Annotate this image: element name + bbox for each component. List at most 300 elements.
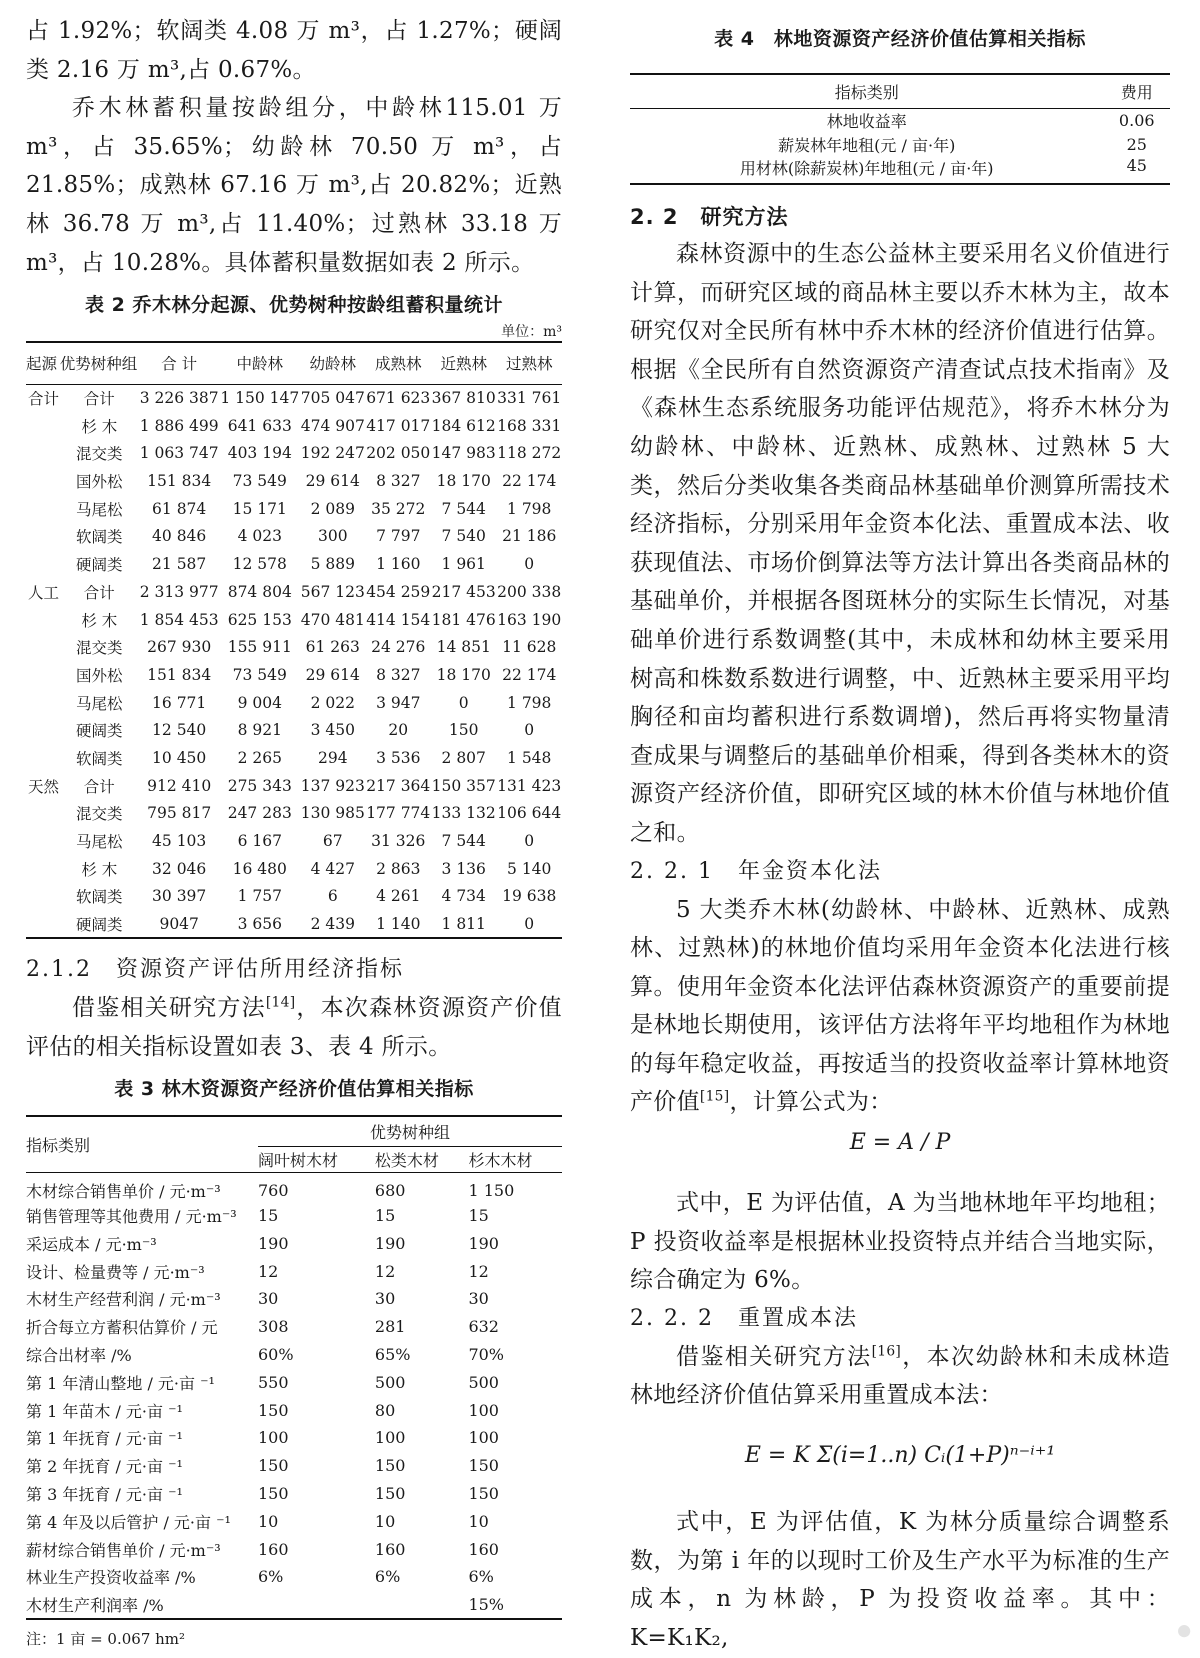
table-row [26, 1424, 562, 1452]
table-cell: 10 [468, 1511, 489, 1531]
table-row [26, 1229, 562, 1257]
table-row [26, 1172, 562, 1202]
table-cell: 16 480 [232, 859, 287, 878]
table3-subheader-cell: 松类木材 [375, 1146, 469, 1172]
table-cell: 45 103 [152, 832, 207, 850]
table-cell: 550 [258, 1372, 289, 1392]
table2-header-cell: 成熟林 [366, 342, 431, 384]
table3-header-category: 指标类别 [26, 1116, 258, 1172]
table-row [26, 1368, 562, 1396]
table-cell: 8 327 [376, 665, 421, 684]
table-cell [26, 495, 60, 523]
paragraph-indicators [26, 989, 562, 1066]
table-cell: 6% [468, 1567, 494, 1587]
table-cell: 795 817 [147, 804, 212, 823]
table-cell: 4 734 [441, 887, 486, 906]
table-cell: 12 540 [152, 721, 207, 740]
table-cell: 6% [374, 1567, 401, 1587]
table-cell: 软阔类 [76, 888, 123, 907]
table-row [26, 467, 562, 495]
table-cell: 470 481 [300, 610, 365, 629]
table-cell: 100 [258, 1428, 289, 1448]
table-cell: 19 638 [502, 887, 557, 906]
table-cell: 133 132 [431, 804, 496, 823]
table2-header-cell: 近熟林 [431, 342, 496, 384]
table-cell: 第 3 年抚育 / 元·亩 ⁻¹ [26, 1484, 183, 1504]
table-cell: 3 136 [441, 859, 486, 878]
table-cell: 22 174 [502, 472, 557, 491]
table-cell: 10 450 [152, 748, 207, 767]
table-cell: 73 549 [232, 665, 287, 684]
table-cell: 192 247 [300, 444, 365, 463]
table-cell: 0 [524, 832, 535, 850]
section-heading-2-2: 2. 2 研究方法 [630, 205, 789, 229]
table-cell: 6 [327, 887, 338, 906]
table-cell: 160 [258, 1539, 289, 1559]
table-row [26, 412, 562, 440]
table2-unit: 单位：m³ [501, 324, 562, 341]
table-cell: 软阔类 [76, 528, 123, 547]
table-cell: 67 [322, 832, 343, 850]
table2-header-cell: 起源 [26, 342, 60, 384]
paragraph-replacement-text: 借鉴相关研究方法[16]，本次幼龄林和未成林造林地经济价值估算采用重置成本法： [630, 1343, 1170, 1409]
paragraph-annuity-text: 5 大类乔木林(幼龄林、中龄林、近熟林、成熟林、过熟林)的林地价值均采用年金资本化法进行核算。使用年金资本化法评估森林资源资产的重要前提是林地长期使用，该评估方法将年平均地租作为林地的每年稳定收益，再按适当的投资收益率计算林地资产价值[15]，计算公式为： [630, 896, 1170, 1116]
table-cell: 100 [468, 1400, 499, 1420]
table-row [26, 384, 562, 412]
table-cell: 403 194 [227, 444, 292, 463]
table-cell: 7 540 [441, 527, 486, 546]
table-cell: 木材生产经营利润 / 元·m⁻³ [26, 1290, 221, 1310]
table-cell [26, 550, 60, 578]
table-row [630, 108, 1170, 132]
table3-note [26, 1628, 562, 1649]
table-cell: 混交类 [76, 639, 123, 658]
table2-title: 表 2 乔木林分起源、优势树种按龄组蓄积量统计 [85, 294, 503, 317]
table4-header-row [630, 74, 1170, 108]
table-cell: 国外松 [76, 473, 123, 492]
table-cell: 150 [258, 1456, 289, 1476]
table-cell: 15% [468, 1591, 562, 1619]
table-cell: 1 757 [237, 887, 282, 906]
table-cell [26, 606, 60, 634]
table-cell: 190 [374, 1233, 406, 1253]
table-cell: 281 [374, 1317, 406, 1337]
table-cell: 100 [468, 1428, 499, 1448]
table-row [26, 689, 562, 717]
table3-note-text: 注：1 亩 = 0.067 hm² [26, 1629, 186, 1648]
table-cell: 247 283 [227, 804, 292, 823]
table-cell: 160 [374, 1539, 406, 1559]
table-cell: 15 171 [232, 499, 287, 518]
table-cell: 设计、检量费等 / 元·m⁻³ [26, 1262, 205, 1282]
table-cell: 6 167 [237, 832, 282, 850]
table-cell: 22 174 [502, 665, 557, 684]
table-cell: 1 140 [366, 910, 431, 938]
table-row [26, 1507, 562, 1535]
table-cell: 184 612 [431, 416, 496, 435]
table-cell [26, 661, 60, 689]
table-row [26, 495, 562, 523]
table-cell: 177 774 [366, 804, 431, 823]
table-cell [26, 716, 60, 744]
table-cell: 60% [258, 1344, 294, 1364]
left-column [26, 0, 562, 1649]
table-cell: 80 [374, 1400, 396, 1420]
table2-header-cell: 优势树种组 [60, 342, 139, 384]
table-cell: 760 [258, 1180, 289, 1200]
table-cell: 474 907 [300, 416, 365, 435]
table-cell [375, 1591, 469, 1619]
table-cell: 414 154 [366, 610, 431, 629]
table-cell: 294 [317, 748, 348, 767]
table-cell: 31 326 [371, 832, 426, 850]
table-cell: 第 1 年苗木 / 元·亩 ⁻¹ [26, 1401, 183, 1421]
table-cell: 30 [374, 1289, 396, 1309]
table-cell: 15 [258, 1205, 279, 1225]
table-cell: 15 [374, 1205, 396, 1225]
table-cell: 155 911 [227, 638, 292, 657]
table-cell: 18 170 [436, 665, 491, 684]
table-cell: 11 628 [502, 638, 557, 657]
table-cell: 林业生产投资收益率 /% [26, 1568, 196, 1588]
section-heading-2-2-2: 2. 2. 2 重置成本法 [630, 1305, 858, 1331]
paragraph-replacement-variables: 式中，E 为评估值，K 为林分质量综合调整系数，为第 i 年的以现时工价及生产水平为标准的生产成本，n 为林龄，P 为投资收益率。其中：K=K₁K₂, [630, 1509, 1170, 1651]
table-cell: 2 089 [310, 499, 355, 518]
table-cell: 0 [524, 721, 535, 740]
table-row [26, 633, 562, 661]
table-cell: 2 439 [300, 910, 365, 938]
table-row [26, 606, 562, 634]
table-cell: 163 190 [497, 610, 562, 629]
table-cell [26, 827, 60, 855]
table-cell: 73 549 [232, 472, 287, 491]
table-cell: 第 1 年清山整地 / 元·亩 ⁻¹ [26, 1373, 215, 1393]
table-cell: 林地收益率 [826, 111, 907, 131]
table-cell: 65% [374, 1344, 411, 1364]
table-cell: 632 [468, 1317, 499, 1337]
table-cell: 3 226 387 [139, 389, 219, 408]
table-cell [26, 523, 60, 551]
table-cell: 61 263 [305, 638, 360, 657]
table-cell: 3 947 [376, 693, 421, 712]
table-cell: 薪材综合销售单价 / 元·m⁻³ [26, 1540, 221, 1560]
table4-title: 表 4 林地资源资产经济价值估算相关指标 [714, 28, 1086, 50]
table-row [26, 883, 562, 911]
table-cell: 100 [374, 1428, 406, 1448]
table-cell: 0.06 [1118, 110, 1155, 130]
table-cell [26, 910, 60, 938]
table-cell: 680 [374, 1180, 406, 1200]
table-cell: 1 150 [468, 1180, 515, 1200]
table-cell: 2 807 [441, 748, 486, 767]
table-row [26, 661, 562, 689]
table-cell: 45 [1103, 156, 1170, 184]
table-cell: 用材林(除薪炭林)年地租(元 / 亩·年) [630, 156, 1103, 184]
section-heading-2-2-1: 2. 2. 1 年金资本化法 [630, 858, 882, 884]
table-cell: 18 170 [436, 472, 491, 491]
table-cell: 第 1 年抚育 / 元·亩 ⁻¹ [26, 1429, 183, 1449]
formula-replacement-cost [630, 1415, 1170, 1503]
table-cell: 21 186 [502, 527, 557, 546]
table-cell: 8 327 [376, 472, 421, 491]
table-cell: 150 [468, 1483, 499, 1503]
table-cell: 671 623 [366, 389, 431, 408]
table-cell: 1 854 453 [139, 610, 219, 629]
table-row [26, 523, 562, 551]
table-cell: 7 544 [441, 499, 486, 518]
table-row [26, 716, 562, 744]
table-cell [26, 744, 60, 772]
table-row [630, 156, 1170, 184]
table-cell: 40 846 [152, 527, 207, 546]
table3-title: 表 3 林木资源资产经济价值估算相关指标 [114, 1078, 474, 1101]
table-cell: 天然 [28, 777, 60, 796]
table-cell: 3 656 [219, 910, 300, 938]
table-cell: 32 046 [152, 859, 207, 878]
table-row [26, 1535, 562, 1563]
paragraph-replacement-cost [630, 1338, 1170, 1415]
table-cell: 合计 [28, 390, 60, 409]
table-cell [26, 883, 60, 911]
table-cell: 5 889 [310, 555, 355, 574]
table-cell: 15 [468, 1205, 489, 1225]
table-row [26, 799, 562, 827]
table-cell: 150 357 [431, 776, 496, 795]
table-row [26, 1257, 562, 1285]
table-cell: 1 798 [507, 693, 552, 712]
table-cell: 500 [468, 1372, 499, 1392]
table2-body [26, 384, 562, 938]
table-cell: 29 614 [305, 472, 360, 491]
table-cell: 综合出材率 /% [26, 1345, 132, 1365]
table-cell [26, 440, 60, 468]
table-cell: 190 [468, 1233, 499, 1253]
table2-header-cell: 过熟林 [496, 342, 562, 384]
table-cell: 10 [374, 1511, 396, 1531]
table-cell: 567 123 [300, 582, 365, 601]
formula-replacement-text: E = K Σ(i=1..n) Cᵢ(1+P)ⁿ⁻ⁱ⁺¹ [744, 1443, 1056, 1469]
table-cell: 106 644 [497, 804, 562, 823]
table-cell: 合计 [83, 777, 115, 796]
paragraph-volume-by-age: 乔木林蓄积量按龄组分，中龄林115.01 万 m³，占 35.65%；幼龄林 70.50 万 m³，占 21.85%；成熟林 67.16 万 m³,占 20.82%；近熟林 36.78 万 m³,占 11.40%；过熟林 33.18 万 m³，占 10.28%。具体蓄积量数据如表 2 所示。 [26, 95, 562, 276]
table-cell: 人工 [28, 583, 60, 602]
table-cell: 130 985 [300, 804, 365, 823]
table-cell: 5 140 [507, 859, 552, 878]
paragraph-indicators-text: 借鉴相关研究方法[14]，本次森林资源资产价值评估的相关指标设置如表 3、表 4 所示。 [26, 994, 562, 1060]
table-cell: 0 [524, 555, 535, 574]
table-cell: 150 [374, 1456, 406, 1476]
table-cell: 1 811 [431, 910, 496, 938]
table-cell: 硬阔类 [76, 556, 123, 575]
table-cell: 1 548 [507, 748, 552, 767]
table-row [26, 827, 562, 855]
table-cell [26, 467, 60, 495]
table-cell: 9 004 [237, 693, 282, 712]
table-cell: 181 476 [431, 610, 496, 629]
paragraph-annuity-method [630, 891, 1170, 1123]
table-cell: 4 427 [310, 859, 355, 878]
table-row [26, 1591, 562, 1619]
table-cell: 1 160 [376, 555, 421, 574]
table-cell: 29 614 [305, 665, 360, 684]
table-cell: 300 [317, 527, 348, 546]
table-cell [26, 633, 60, 661]
table-cell: 4 261 [376, 887, 421, 906]
table4 [630, 73, 1170, 185]
table3-subheader-cell: 杉木木材 [468, 1146, 562, 1172]
table-row [26, 1285, 562, 1313]
table-cell: 30 397 [152, 887, 207, 906]
table-cell: 2 863 [376, 859, 421, 878]
paragraph-research-method: 森林资源中的生态公益林主要采用名义价值进行计算，而研究区域的商品林主要以乔木林为主，故本研究仅对全民所有林中乔木林的经济价值进行估算。根据《全民所有自然资源资产清查试点技术指南》及《森林生态系统服务功能评估规范》，将乔木林分为幼龄林、中龄林、近熟林、成熟林、过熟林 5 大类，然后分类收集各类商品林基础单价测算所需技术经济指标，分别采用年金资本化法、重置成本法、收获现值法、市场价倒算法等方法计算出各类商品林的基础单价，并根据各图斑林分的实际生长情况，对基础单价进行系数调整(其中，未成林和幼林主要采用树高和株数系数进行调整，中、近熟林主要采用平均胸径和亩均蓄积进行系数调增)，然后再将实物量清查成果与调整后的基础单价相乘，得到各类林木的资源资产经济价值，即研究区域的林木价值与林地价值之和。 [630, 241, 1170, 846]
section-heading-2-1-2: 2.1.2 资源资产评估所用经济指标 [26, 956, 404, 982]
table2-header-cell: 幼龄林 [300, 342, 365, 384]
table-row [26, 1396, 562, 1424]
table2 [26, 341, 562, 939]
table4-header-cell: 费用 [1103, 74, 1170, 108]
table-cell: 641 633 [227, 416, 292, 435]
table-cell: 625 153 [227, 610, 292, 629]
table-cell: 0 [458, 693, 469, 712]
table-cell: 70% [468, 1344, 504, 1364]
watermark: ● [1171, 1619, 1195, 1642]
table-cell: 3 450 [310, 721, 355, 740]
table3-body [26, 1172, 562, 1618]
table-cell: 销售管理等其他费用 / 元·m⁻³ [26, 1206, 237, 1226]
table-cell: 12 [468, 1261, 489, 1281]
table3 [26, 1115, 562, 1619]
table-cell: 10 [258, 1511, 279, 1531]
table-cell: 杉 木 [81, 417, 118, 436]
table-cell: 马尾松 [76, 694, 123, 713]
table-cell: 912 410 [147, 776, 212, 795]
table-cell: 25 [1126, 134, 1147, 154]
table-cell: 150 [448, 721, 479, 740]
table-cell: 3 536 [376, 748, 421, 767]
table-row [26, 1202, 562, 1230]
table-row [26, 772, 562, 800]
table-cell: 35 272 [371, 499, 426, 518]
table-cell: 190 [258, 1233, 289, 1253]
table-row [26, 855, 562, 883]
table-cell [26, 412, 60, 440]
right-column [630, 0, 1170, 1657]
table-cell: 147 983 [431, 444, 496, 463]
table-row [630, 132, 1170, 156]
table-cell: 30 [258, 1289, 279, 1309]
table-row [26, 1563, 562, 1591]
table-cell: 硬阔类 [76, 722, 123, 741]
table-cell: 61 874 [152, 499, 207, 518]
table-cell: 417 017 [366, 416, 431, 435]
table-cell: 采运成本 / 元·m⁻³ [26, 1234, 157, 1254]
table-row [26, 1480, 562, 1508]
table-cell: 24 276 [371, 638, 426, 657]
table4-body [630, 108, 1170, 184]
table-row [26, 744, 562, 772]
table-row [26, 550, 562, 578]
table-cell: 杉 木 [81, 611, 118, 630]
table-row [26, 440, 562, 468]
table-cell: 1 150 147 [220, 389, 300, 408]
table-cell: 14 851 [436, 638, 491, 657]
table-cell [26, 689, 60, 717]
table-cell: 275 343 [227, 776, 292, 795]
table-cell: 12 [374, 1261, 396, 1281]
table-cell: 1 063 747 [139, 444, 219, 463]
table-cell: 硬阔类 [60, 910, 139, 938]
table-cell: 2 265 [237, 748, 282, 767]
paragraph-continued: 占 1.92%；软阔类 4.08 万 m³，占 1.27%；硬阔类 2.16 万 m³,占 0.67%。 [26, 18, 562, 83]
table-cell: 混交类 [76, 445, 123, 464]
table-cell: 马尾松 [76, 833, 123, 851]
table-cell: 8 921 [237, 721, 282, 740]
table-cell: 合计 [83, 583, 115, 602]
table-row [26, 910, 562, 938]
table-cell: 267 930 [147, 638, 212, 657]
table-cell: 150 [258, 1400, 289, 1420]
table-row [26, 1452, 562, 1480]
table-cell: 木材综合销售单价 / 元·m⁻³ [26, 1181, 221, 1201]
table2-header-cell: 合 计 [139, 342, 220, 384]
table-cell: 9047 [139, 910, 220, 938]
table-cell: 2 022 [310, 693, 355, 712]
table-cell: 马尾松 [76, 500, 123, 519]
formula-annuity-text: E = A / P [849, 1130, 951, 1156]
table-cell: 874 804 [227, 582, 292, 601]
table-cell: 7 797 [376, 527, 421, 546]
table-cell: 131 423 [497, 776, 562, 795]
table-cell: 151 834 [147, 665, 212, 684]
table-cell: 202 050 [366, 444, 431, 463]
table-cell: 168 331 [497, 416, 562, 435]
table-cell: 1 961 [441, 555, 486, 574]
table-cell: 331 761 [497, 389, 562, 408]
formula-annuity [630, 1122, 1170, 1184]
table-cell: 137 923 [300, 776, 365, 795]
table-cell: 6% [258, 1567, 284, 1587]
table-cell: 杉 木 [81, 860, 118, 879]
table-cell: 0 [496, 910, 562, 938]
table-cell: 7 544 [441, 832, 486, 850]
table-cell: 308 [258, 1317, 289, 1337]
table-cell: 国外松 [76, 666, 123, 685]
table-cell: 1 886 499 [139, 416, 219, 435]
table-cell: 118 272 [497, 444, 562, 463]
table-cell: 第 4 年及以后管护 / 元·亩 ⁻¹ [26, 1512, 231, 1532]
table-cell: 合计 [83, 390, 115, 409]
table-cell: 软阔类 [76, 749, 123, 768]
table-cell: 2 313 977 [139, 582, 219, 601]
table-cell: 12 578 [232, 555, 287, 574]
table-cell: 367 810 [431, 389, 496, 408]
paragraph-annuity-variables: 式中，E 为评估值，A 为当地林地年平均地租；P 投资收益率是根据林业投资特点并结合当地实际，综合确定为 6%。 [630, 1190, 1170, 1294]
table-cell [258, 1591, 375, 1619]
table-cell: 4 023 [237, 527, 282, 546]
table-row [26, 578, 562, 606]
table-cell: 200 338 [497, 582, 562, 601]
table-cell: 16 771 [152, 693, 207, 712]
table-cell: 217 364 [366, 776, 431, 795]
table-row [26, 1341, 562, 1369]
table-cell [26, 855, 60, 883]
table-cell: 160 [468, 1539, 499, 1559]
table4-header-cell: 指标类别 [630, 74, 1103, 108]
table2-header-cell: 中龄林 [219, 342, 300, 384]
table-cell: 150 [468, 1456, 499, 1476]
table-cell: 1 798 [507, 499, 552, 518]
table-cell: 12 [258, 1261, 279, 1281]
